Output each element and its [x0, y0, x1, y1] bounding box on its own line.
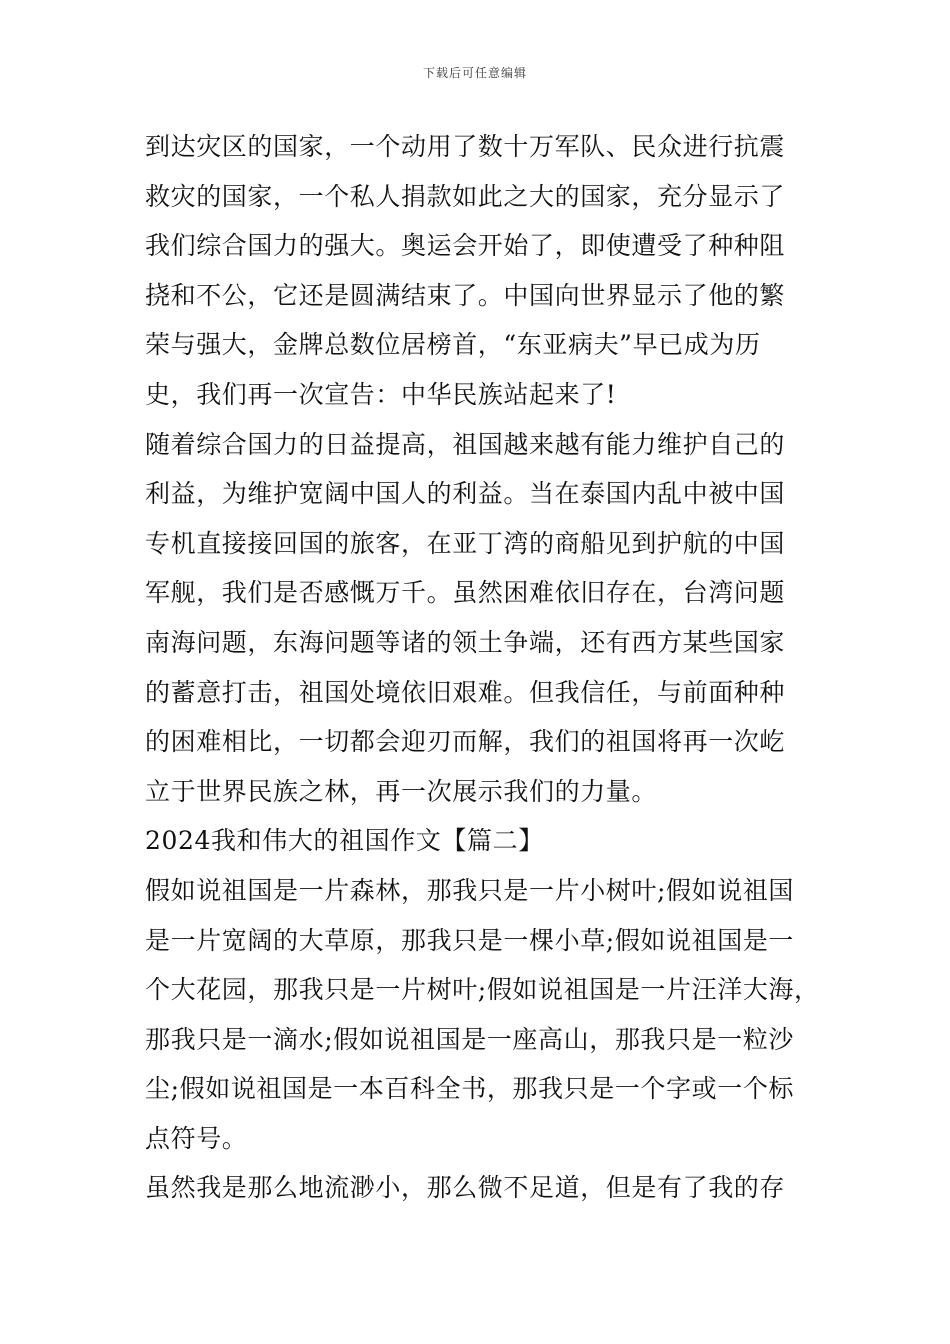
text-line: 是一片宽阔的大草原，那我只是一棵小草;假如说祖国是一 [145, 925, 795, 955]
text-line: 个大花园，那我只是一片树叶;假如说祖国是一片汪洋大海， [145, 975, 820, 1005]
text-line: 到达灾区的国家，一个动用了数十万军队、民众进行抗震 [145, 132, 786, 161]
text-line: 救灾的国家，一个私人捐款如此之大的国家，充分显示了 [145, 181, 786, 211]
text-line: 的蓄意打击，祖国处境依旧艰难。但我信任，与前面种种 [145, 677, 786, 707]
text-line: 荣与强大，金牌总数位居榜首，“东亚病夫”早已成为历 [145, 330, 761, 360]
text-line: 我们综合国力的强大。奥运会开始了，即使遭受了种种阻 [145, 231, 786, 261]
page-header-note: 下载后可任意编辑 [422, 66, 527, 80]
text-line: 假如说祖国是一片森林，那我只是一片小树叶;假如说祖国 [145, 875, 795, 905]
text-line: 立于世界民族之林，再一次展示我们的力量。 [145, 776, 658, 806]
text-line: 虽然我是那么地流渺小，那么微不足道，但是有了我的存 [145, 1173, 786, 1203]
text-line: 的困难相比，一切都会迎刃而解，我们的祖国将再一次屹 [145, 727, 786, 757]
section-heading: 2024我和伟大的祖国作文【篇二】 [145, 826, 544, 856]
text-line: 尘;假如说祖国是一本百科全书，那我只是一个字或一个标 [145, 1074, 795, 1104]
text-line: 南海问题，东海问题等诸的领土争端，还有西方某些国家 [145, 627, 786, 657]
text-line: 随着综合国力的日益提高，祖国越来越有能力维护自己的 [145, 429, 786, 459]
text-line: 那我只是一滴水;假如说祖国是一座高山，那我只是一粒沙 [145, 1024, 795, 1054]
text-line: 军舰，我们是否感慨万千。虽然困难依旧存在，台湾问题 [145, 578, 786, 608]
text-line: 挠和不公，它还是圆满结束了。中国向世界显示了他的繁 [145, 280, 786, 310]
text-line: 利益，为维护宽阔中国人的利益。当在泰国内乱中被中国 [145, 479, 786, 509]
text-line: 史，我们再一次宣告：中华民族站起来了! [145, 379, 617, 409]
text-line: 点符号。 [145, 1123, 248, 1153]
text-line: 专机直接接回国的旅客，在亚丁湾的商船见到护航的中国 [145, 528, 786, 558]
document-body [145, 122, 825, 1213]
